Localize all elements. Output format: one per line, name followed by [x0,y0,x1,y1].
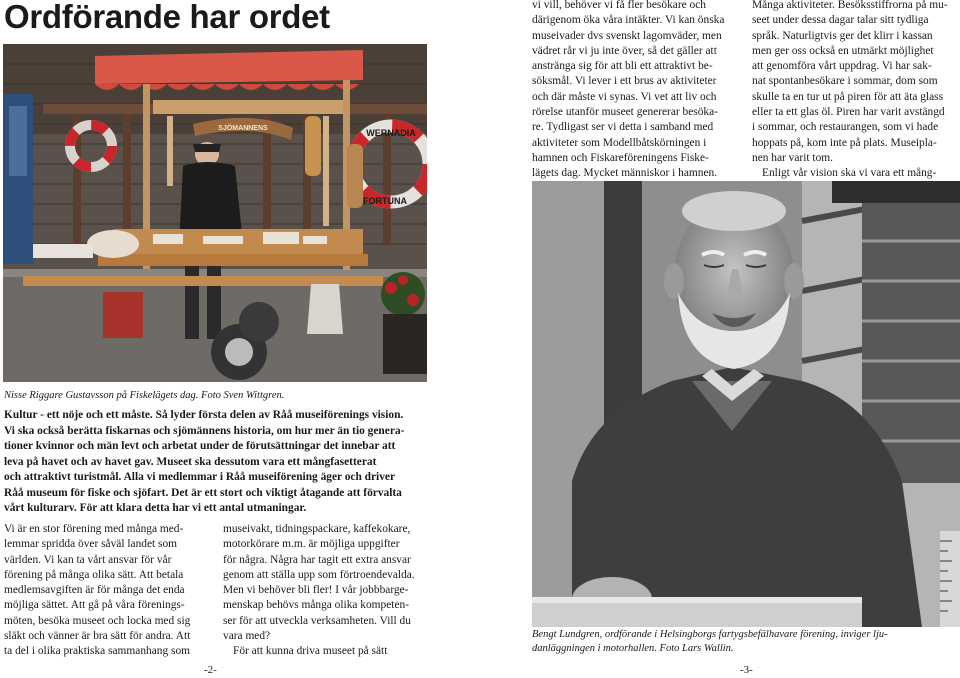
intro-line: Vi ska också berätta fiskarnas och sjömännens historia, om hur mer än tio genera- [4,424,405,437]
text-line: aktiviteter som Modellbåtskörningen i [532,136,707,149]
text-line: vi vill, behöver vi få fler besökare och [532,0,706,11]
page-title: Ordförande har ordet [4,0,330,35]
left-column-2 [223,522,429,660]
photo2-caption [532,628,960,655]
intro-line: vårt kulturarv. För att klara detta har vi ett antal utmaningar. [4,502,307,514]
text-line: eller ta ett glas öl. Piren har varit avstängd [752,106,945,119]
sign-fortuna: FORTUNA [363,196,407,206]
text-line: möten, besöka museet och locka med sig [4,614,191,627]
left-column-1 [4,522,208,660]
text-line: ser för att utveckla verksamheten. Vill du [223,614,411,627]
photo1-caption: Nisse Riggare Gustavsson på Fiskelägets dag. Foto Sven Wittgren. [4,390,285,401]
intro-line: leva på havet och av havet gav. Museet ska dessutom vara ett mångfasetterat [4,455,377,468]
text-line: lemmar spridda över såväl landet som [4,538,178,551]
intro-paragraph [4,408,428,517]
text-line: genom att ställa upp som förtroendevalda. [223,568,415,581]
photo-portrait-illustration [532,181,960,627]
text-line: vara med? [223,630,271,643]
text-line: medlemsavgiften är för många det enda [4,584,185,597]
text-line: men ger oss också en utmärkt möjlighet [752,44,934,57]
text-line: släkt och vänner är bra sätt för andra. Att [4,630,191,643]
text-line: anstränga sig för att bli ett attraktivt be- [532,60,713,73]
text-line: för några. Några har tagit ett extra ansvar [223,553,411,566]
page-number-left: -2- [204,664,217,676]
text-line: museivader dvs svenskt lagomväder, men [532,29,722,42]
caption-line: Bengt Lundgren, ordförande i Helsingborgs fartygsbefälhavare förening, inviger lju- [532,629,888,640]
text-line: skulle ta en tur ut på piren för att äta glass [752,90,944,103]
text-line: därigenom öka våra intäkter. Vi kan önska [532,14,725,27]
text-line: Vi är en stor förening med många med- [4,523,184,535]
text-line: i sommar, och restaurangen, som vi hade [752,121,939,134]
text-line: Många aktiviteter. Besöksstiffrorna på mu- [752,0,948,11]
right-column-1 [532,0,737,182]
text-line: Enligt vår vision ska vi vara ett mång- [762,167,937,180]
text-line: Men vi behöver bli fler! I vår jobbbarge- [223,584,409,597]
text-line: söksmål. Vi lever i ett brus av aktiviteter [532,75,717,88]
text-line: nat spontanbesökare i sommar, dom som [752,75,938,88]
intro-line: och attraktivt turistmål. Alla vi medlemmar i Råå museiförening äger och driver [4,471,396,483]
text-line: re. Tydligast ser vi detta i samband med [532,121,714,134]
text-line: ta del i olika praktiska sammanhang som [4,645,191,658]
text-line: lägets dag. Mycket människor i hamnen. [532,167,718,180]
text-line: motorkörare m.m. är möjliga uppgifter [223,538,400,551]
intro-line: Råå museum för fiske och sjöfart. Det är ett stort och viktigt åtagande att förvalta [4,486,402,499]
text-line: och där måste vi synas. Vi vet att liv och [532,90,717,103]
text-line: vädret rår vi ju inte över, så det gäller att [532,44,717,57]
page-number-right: -3- [740,664,753,676]
text-line: seet under dessa dagar talar sitt tydliga [752,14,929,27]
text-line: museivakt, tidningspackare, kaffekokare, [223,523,411,535]
photo-portrait [532,181,960,627]
text-line: världen. Vi kan ta vårt ansvar för vår [4,553,172,566]
sign-sjomannens: SJÖMANNENS [218,125,268,132]
intro-line: Kultur - ett nöje och ett måste. Så lyder första delen av Råå museiförenings vision. [4,409,404,421]
text-line: menskap behövs många olika kompeten- [223,599,409,612]
text-line: hoppats på, kom inte på plats. Museipla- [752,136,937,149]
photo-fishing-cart [3,44,427,382]
text-line: rörelse utanför museet genererar besöka- [532,106,718,119]
text-line: språk. Naturligtvis ger det klirr i kassan [752,29,933,42]
text-line: förening på många olika sätt. Att betala [4,568,184,581]
text-line: möjliga sättet. Att gå på våra förenings- [4,599,185,612]
photo-fishing-cart-illustration [3,44,427,382]
text-line: att genomföra vårt uppdrag. Vi har sak- [752,60,932,73]
text-line: För att kunna driva museet på sätt [233,645,388,658]
caption-line: danläggningen i motorhallen. Foto Lars Wallin. [532,642,734,654]
sign-wernadia: WERNADIA [366,128,416,138]
right-column-2 [752,0,958,182]
text-line: hamnen och Fiskareföreningens Fiske- [532,151,709,164]
intro-line: tioner kvinnor och män levt och arbetat under de förutsättningar det innebar att [4,440,396,452]
text-line: nen har varit tom. [752,151,833,164]
